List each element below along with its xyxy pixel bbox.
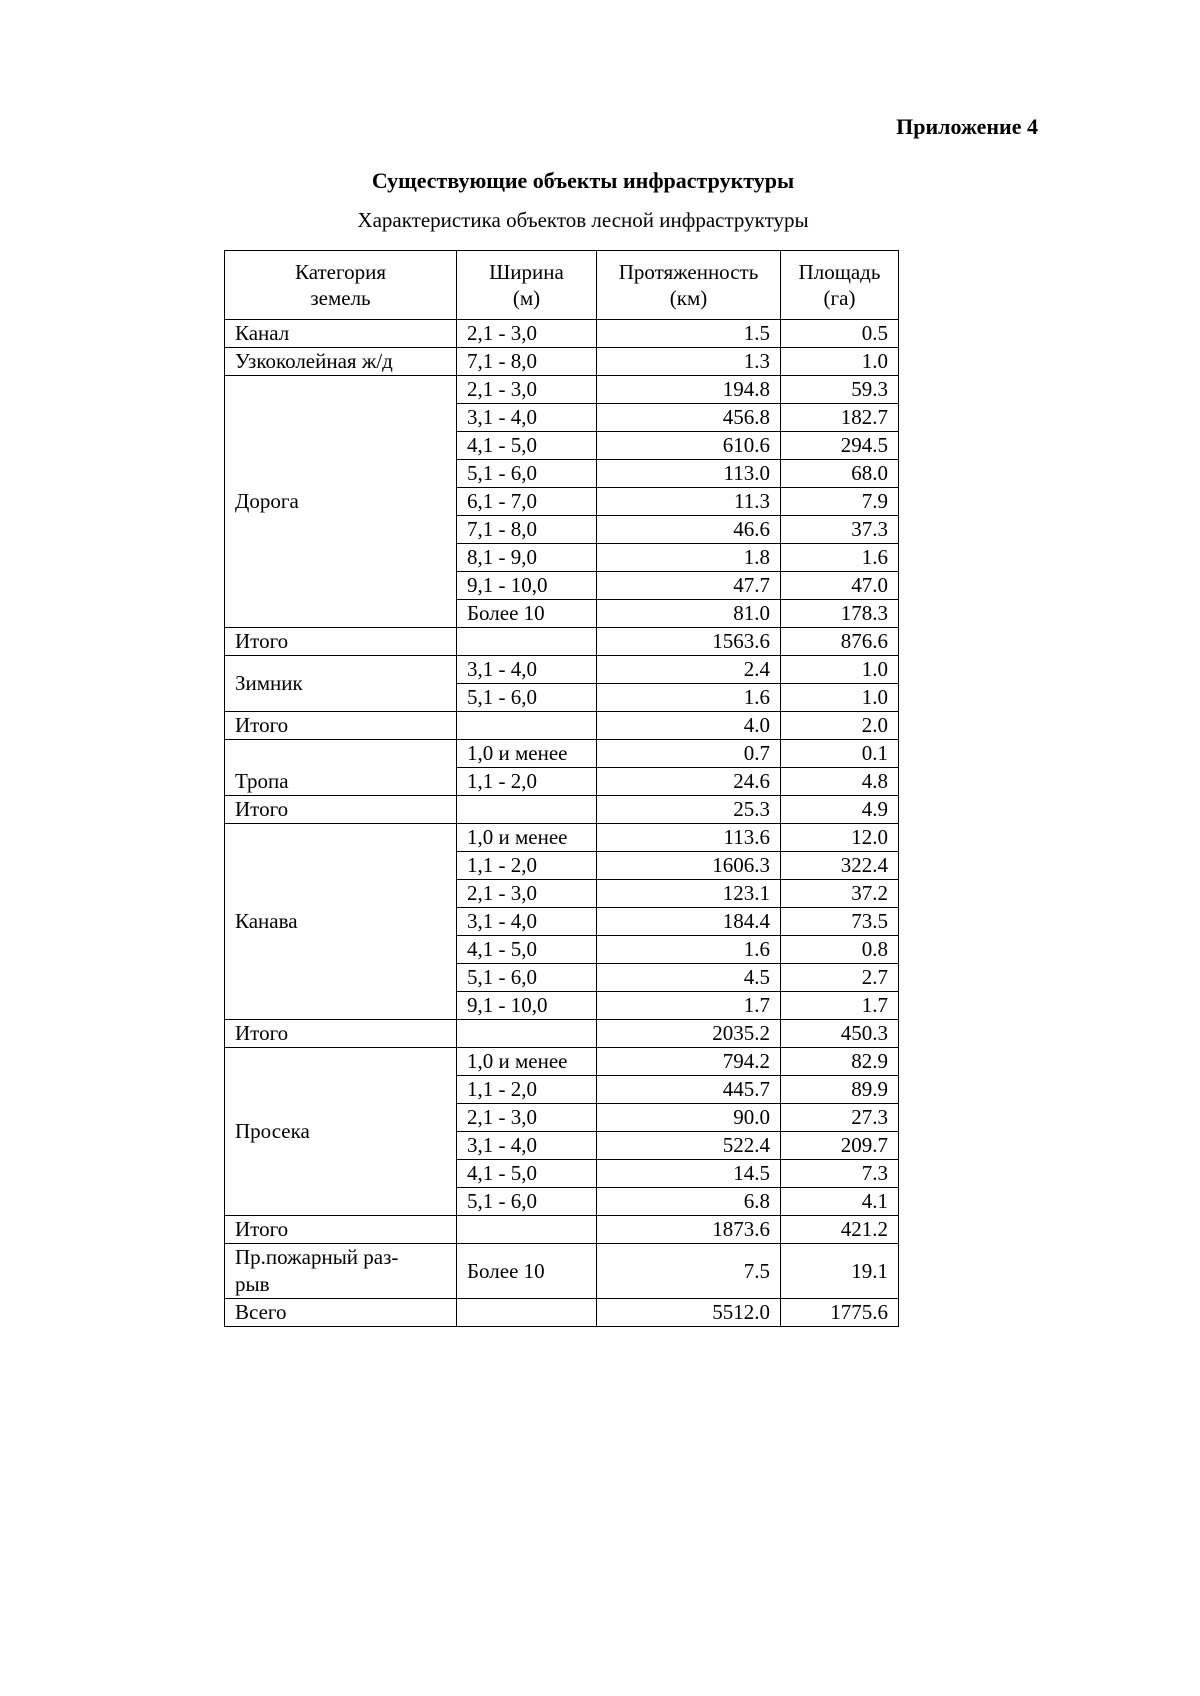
width-cell (457, 1299, 597, 1327)
length-cell: 456.8 (597, 404, 781, 432)
length-cell: 1.6 (597, 684, 781, 712)
width-cell: 4,1 - 5,0 (457, 1160, 597, 1188)
width-cell: 1,0 и менее (457, 824, 597, 852)
width-cell: Более 10 (457, 600, 597, 628)
category-cell: Итого (225, 628, 457, 656)
length-cell: 1.3 (597, 348, 781, 376)
length-cell: 11.3 (597, 488, 781, 516)
table-row (225, 628, 899, 656)
area-cell: 7.3 (781, 1160, 899, 1188)
table-caption: Характеристика объектов лесной инфраструктуры (357, 208, 809, 232)
area-cell: 37.2 (781, 880, 899, 908)
area-cell: 1.0 (781, 348, 899, 376)
width-cell (457, 712, 597, 740)
width-cell: 1,0 и менее (457, 740, 597, 768)
length-cell: 445.7 (597, 1076, 781, 1104)
area-cell: 450.3 (781, 1020, 899, 1048)
table-row (225, 740, 899, 768)
width-cell: 4,1 - 5,0 (457, 432, 597, 460)
length-cell: 14.5 (597, 1160, 781, 1188)
table-row (225, 1299, 899, 1327)
category-label-line1: Пр.пожарный раз- (235, 1245, 399, 1269)
area-cell: 82.9 (781, 1048, 899, 1076)
area-cell: 178.3 (781, 600, 899, 628)
length-cell: 522.4 (597, 1132, 781, 1160)
table-row (225, 320, 899, 348)
length-cell: 0.7 (597, 740, 781, 768)
area-cell: 2.7 (781, 964, 899, 992)
width-cell: 9,1 - 10,0 (457, 572, 597, 600)
area-cell: 421.2 (781, 1216, 899, 1244)
header-area-line2: (га) (823, 286, 856, 310)
table-body (225, 320, 899, 1327)
length-cell: 794.2 (597, 1048, 781, 1076)
width-cell (457, 796, 597, 824)
width-cell: 5,1 - 6,0 (457, 1188, 597, 1216)
area-cell: 19.1 (781, 1244, 899, 1299)
table-row (225, 376, 899, 404)
document-title: Существующие объекты инфраструктуры (371, 168, 795, 193)
length-cell: 90.0 (597, 1104, 781, 1132)
area-cell: 876.6 (781, 628, 899, 656)
width-cell: 3,1 - 4,0 (457, 908, 597, 936)
category-cell: Итого (225, 1216, 457, 1244)
length-cell: 123.1 (597, 880, 781, 908)
area-cell: 7.9 (781, 488, 899, 516)
area-cell: 182.7 (781, 404, 899, 432)
area-cell: 0.1 (781, 740, 899, 768)
table-row (225, 824, 899, 852)
length-cell: 194.8 (597, 376, 781, 404)
header-area-line1: Площадь (798, 260, 881, 284)
area-cell: 4.8 (781, 768, 899, 796)
category-cell: Итого (225, 796, 457, 824)
width-cell: 3,1 - 4,0 (457, 404, 597, 432)
area-cell: 4.1 (781, 1188, 899, 1216)
length-cell: 1.6 (597, 936, 781, 964)
length-cell: 2035.2 (597, 1020, 781, 1048)
length-cell: 7.5 (597, 1244, 781, 1299)
width-cell: 8,1 - 9,0 (457, 544, 597, 572)
width-cell: 3,1 - 4,0 (457, 656, 597, 684)
area-cell: 0.5 (781, 320, 899, 348)
table-row (225, 348, 899, 376)
area-cell: 0.8 (781, 936, 899, 964)
table-row (225, 1244, 899, 1299)
table-header (225, 251, 899, 320)
width-cell: 9,1 - 10,0 (457, 992, 597, 1020)
area-cell: 68.0 (781, 460, 899, 488)
width-cell: 1,0 и менее (457, 1048, 597, 1076)
width-cell: 4,1 - 5,0 (457, 936, 597, 964)
area-cell: 2.0 (781, 712, 899, 740)
length-cell: 2.4 (597, 656, 781, 684)
header-width-line1: Ширина (489, 260, 564, 284)
width-cell: 5,1 - 6,0 (457, 460, 597, 488)
header-width (457, 251, 597, 320)
category-cell: Всего (225, 1299, 457, 1327)
infrastructure-table (224, 250, 899, 1327)
width-cell: 6,1 - 7,0 (457, 488, 597, 516)
area-cell: 1775.6 (781, 1299, 899, 1327)
area-cell: 89.9 (781, 1076, 899, 1104)
header-category-line1: Категория (295, 260, 386, 284)
header-category (225, 251, 457, 320)
area-cell: 37.3 (781, 516, 899, 544)
width-cell: 5,1 - 6,0 (457, 964, 597, 992)
header-area (781, 251, 899, 320)
width-cell: 1,1 - 2,0 (457, 768, 597, 796)
length-cell: 47.7 (597, 572, 781, 600)
table-row (225, 1216, 899, 1244)
length-cell: 610.6 (597, 432, 781, 460)
area-cell: 73.5 (781, 908, 899, 936)
width-cell: 7,1 - 8,0 (457, 516, 597, 544)
width-cell: 1,1 - 2,0 (457, 852, 597, 880)
width-cell: 3,1 - 4,0 (457, 1132, 597, 1160)
header-row (225, 251, 899, 320)
width-cell: 2,1 - 3,0 (457, 1104, 597, 1132)
area-cell: 1.6 (781, 544, 899, 572)
table-row (225, 712, 899, 740)
length-cell: 1563.6 (597, 628, 781, 656)
area-cell: 1.0 (781, 684, 899, 712)
table-row (225, 1020, 899, 1048)
category-label-line2: рыв (235, 1272, 270, 1296)
area-cell: 294.5 (781, 432, 899, 460)
header-length-line1: Протяженность (618, 260, 759, 284)
category-cell: Узкоколейная ж/д (225, 348, 457, 376)
category-cell: Канал (225, 320, 457, 348)
length-cell: 81.0 (597, 600, 781, 628)
length-cell: 113.0 (597, 460, 781, 488)
area-cell: 27.3 (781, 1104, 899, 1132)
category-cell: Просека (225, 1048, 457, 1216)
length-cell: 46.6 (597, 516, 781, 544)
width-cell: 1,1 - 2,0 (457, 1076, 597, 1104)
length-cell: 1.5 (597, 320, 781, 348)
width-cell: Более 10 (457, 1244, 597, 1299)
width-cell: 2,1 - 3,0 (457, 320, 597, 348)
category-cell: Тропа (225, 740, 457, 796)
table-row (225, 656, 899, 684)
table-row (225, 1048, 899, 1076)
table-row (225, 796, 899, 824)
appendix-label: Приложение 4 (896, 114, 1038, 139)
category-cell: Дорога (225, 376, 457, 628)
area-cell: 59.3 (781, 376, 899, 404)
area-cell: 12.0 (781, 824, 899, 852)
length-cell: 25.3 (597, 796, 781, 824)
width-cell (457, 1020, 597, 1048)
category-cell: Итого (225, 712, 457, 740)
area-cell: 209.7 (781, 1132, 899, 1160)
area-cell: 1.0 (781, 656, 899, 684)
length-cell: 5512.0 (597, 1299, 781, 1327)
length-cell: 4.0 (597, 712, 781, 740)
width-cell: 5,1 - 6,0 (457, 684, 597, 712)
category-cell: Итого (225, 1020, 457, 1048)
area-cell: 47.0 (781, 572, 899, 600)
length-cell: 4.5 (597, 964, 781, 992)
category-cell (225, 1244, 457, 1299)
area-cell: 1.7 (781, 992, 899, 1020)
area-cell: 4.9 (781, 796, 899, 824)
length-cell: 1873.6 (597, 1216, 781, 1244)
header-length (597, 251, 781, 320)
header-width-line2: (м) (512, 286, 541, 310)
category-cell: Зимник (225, 656, 457, 712)
width-cell: 2,1 - 3,0 (457, 376, 597, 404)
width-cell: 2,1 - 3,0 (457, 880, 597, 908)
length-cell: 6.8 (597, 1188, 781, 1216)
length-cell: 1606.3 (597, 852, 781, 880)
area-cell: 322.4 (781, 852, 899, 880)
width-cell: 7,1 - 8,0 (457, 348, 597, 376)
header-length-line2: (км) (669, 286, 708, 310)
header-category-line2: земель (310, 286, 371, 310)
length-cell: 1.7 (597, 992, 781, 1020)
length-cell: 1.8 (597, 544, 781, 572)
length-cell: 113.6 (597, 824, 781, 852)
width-cell (457, 628, 597, 656)
width-cell (457, 1216, 597, 1244)
length-cell: 24.6 (597, 768, 781, 796)
category-cell: Канава (225, 824, 457, 1020)
length-cell: 184.4 (597, 908, 781, 936)
